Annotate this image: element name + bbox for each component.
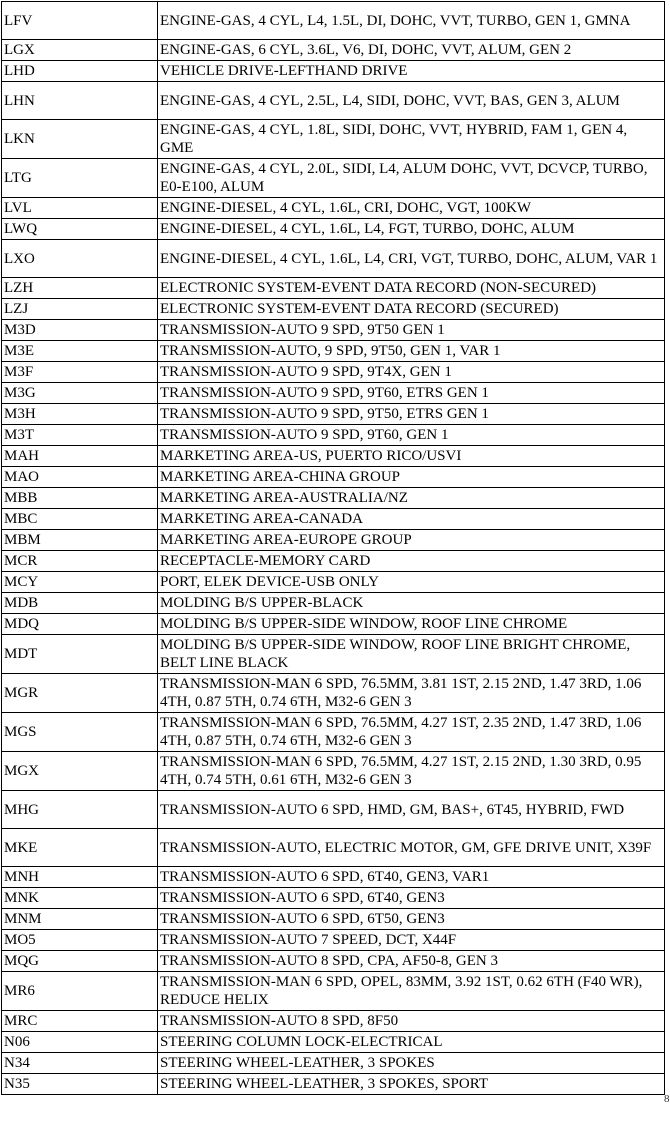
rpo-description-cell: ENGINE-DIESEL, 4 CYL, 1.6L, L4, CRI, VGT, TURBO, DOHC, ALUM, VAR 1 <box>158 240 665 278</box>
table-row <box>2 635 665 674</box>
table-row <box>2 2 665 40</box>
rpo-code-cell: MGS <box>2 713 158 752</box>
rpo-code-cell: M3H <box>2 404 158 425</box>
rpo-code-cell: MDB <box>2 593 158 614</box>
rpo-description-cell: ENGINE-GAS, 6 CYL, 3.6L, V6, DI, DOHC, VVT, ALUM, GEN 2 <box>158 40 665 61</box>
rpo-description-cell: STEERING WHEEL-LEATHER, 3 SPOKES, SPORT <box>158 1074 665 1095</box>
table-row <box>2 752 665 791</box>
rpo-code-cell: N06 <box>2 1032 158 1053</box>
rpo-description-cell: TRANSMISSION-AUTO, 9 SPD, 9T50, GEN 1, VAR 1 <box>158 341 665 362</box>
table-row <box>2 593 665 614</box>
rpo-code-cell: LWQ <box>2 219 158 240</box>
table-row <box>2 614 665 635</box>
table-row <box>2 446 665 467</box>
rpo-description-cell: MOLDING B/S UPPER-SIDE WINDOW, ROOF LINE CHROME <box>158 614 665 635</box>
table-row <box>2 509 665 530</box>
rpo-description-cell: MOLDING B/S UPPER-BLACK <box>158 593 665 614</box>
table-row <box>2 159 665 198</box>
rpo-description-cell: ELECTRONIC SYSTEM-EVENT DATA RECORD (SECURED) <box>158 299 665 320</box>
table-row <box>2 867 665 888</box>
table-row <box>2 278 665 299</box>
rpo-description-cell: TRANSMISSION-AUTO 7 SPEED, DCT, X44F <box>158 930 665 951</box>
table-row <box>2 82 665 120</box>
table-row <box>2 404 665 425</box>
rpo-description-cell: TRANSMISSION-AUTO 8 SPD, CPA, AF50-8, GEN 3 <box>158 951 665 972</box>
rpo-code-cell: LVL <box>2 198 158 219</box>
rpo-description-cell: MARKETING AREA-US, PUERTO RICO/USVI <box>158 446 665 467</box>
page-edge-mark: 8 <box>664 1093 670 1105</box>
table-row <box>2 341 665 362</box>
rpo-description-cell: VEHICLE DRIVE-LEFTHAND DRIVE <box>158 61 665 82</box>
rpo-code-cell: LKN <box>2 120 158 159</box>
table-row <box>2 572 665 593</box>
table-row <box>2 930 665 951</box>
rpo-code-cell: MNM <box>2 909 158 930</box>
rpo-code-cell: LXO <box>2 240 158 278</box>
rpo-description-cell: TRANSMISSION-AUTO 6 SPD, 6T40, GEN3, VAR1 <box>158 867 665 888</box>
table-row <box>2 362 665 383</box>
rpo-code-cell: LZH <box>2 278 158 299</box>
rpo-code-cell: MAO <box>2 467 158 488</box>
rpo-code-cell: MO5 <box>2 930 158 951</box>
rpo-description-cell: TRANSMISSION-AUTO 6 SPD, HMD, GM, BAS+, 6T45, HYBRID, FWD <box>158 791 665 829</box>
rpo-description-cell: MOLDING B/S UPPER-SIDE WINDOW, ROOF LINE BRIGHT CHROME, BELT LINE BLACK <box>158 635 665 674</box>
rpo-description-cell: TRANSMISSION-AUTO 9 SPD, 9T60, ETRS GEN 1 <box>158 383 665 404</box>
rpo-description-cell: TRANSMISSION-AUTO 6 SPD, 6T40, GEN3 <box>158 888 665 909</box>
table-row <box>2 120 665 159</box>
rpo-code-cell: LHD <box>2 61 158 82</box>
table-row <box>2 674 665 713</box>
table-row <box>2 1053 665 1074</box>
table-row <box>2 1011 665 1032</box>
table-row <box>2 219 665 240</box>
rpo-code-cell: LZJ <box>2 299 158 320</box>
rpo-code-cell: MBB <box>2 488 158 509</box>
rpo-code-cell: M3E <box>2 341 158 362</box>
rpo-code-cell: MCR <box>2 551 158 572</box>
rpo-code-cell: MBM <box>2 530 158 551</box>
rpo-code-cell: MHG <box>2 791 158 829</box>
rpo-code-cell: N35 <box>2 1074 158 1095</box>
table-row <box>2 1074 665 1095</box>
table-row <box>2 320 665 341</box>
table-row <box>2 40 665 61</box>
rpo-code-cell: LHN <box>2 82 158 120</box>
table-row <box>2 791 665 829</box>
rpo-description-cell: MARKETING AREA-CHINA GROUP <box>158 467 665 488</box>
table-row <box>2 488 665 509</box>
table-row <box>2 61 665 82</box>
rpo-code-cell: MCY <box>2 572 158 593</box>
table-row <box>2 240 665 278</box>
table-row <box>2 951 665 972</box>
rpo-code-cell: M3G <box>2 383 158 404</box>
rpo-code-cell: LTG <box>2 159 158 198</box>
rpo-description-cell: ENGINE-GAS, 4 CYL, 2.5L, L4, SIDI, DOHC, VVT, BAS, GEN 3, ALUM <box>158 82 665 120</box>
rpo-description-cell: TRANSMISSION-MAN 6 SPD, 76.5MM, 4.27 1ST, 2.15 2ND, 1.30 3RD, 0.95 4TH, 0.74 5TH, 0.61 6TH, M32-6 GEN 3 <box>158 752 665 791</box>
rpo-code-cell: MKE <box>2 829 158 867</box>
rpo-table-body <box>2 2 665 1095</box>
rpo-description-cell: MARKETING AREA-EUROPE GROUP <box>158 530 665 551</box>
rpo-description-cell: PORT, ELEK DEVICE-USB ONLY <box>158 572 665 593</box>
table-row <box>2 530 665 551</box>
rpo-code-cell: N34 <box>2 1053 158 1074</box>
rpo-code-cell: M3T <box>2 425 158 446</box>
table-row <box>2 198 665 219</box>
rpo-description-cell: RECEPTACLE-MEMORY CARD <box>158 551 665 572</box>
table-row <box>2 425 665 446</box>
table-row <box>2 467 665 488</box>
table-row <box>2 909 665 930</box>
rpo-code-cell: LGX <box>2 40 158 61</box>
rpo-description-cell: TRANSMISSION-AUTO 9 SPD, 9T50, ETRS GEN 1 <box>158 404 665 425</box>
rpo-code-cell: LFV <box>2 2 158 40</box>
rpo-description-cell: TRANSMISSION-AUTO 8 SPD, 8F50 <box>158 1011 665 1032</box>
table-row <box>2 299 665 320</box>
rpo-description-cell: TRANSMISSION-MAN 6 SPD, 76.5MM, 3.81 1ST, 2.15 2ND, 1.47 3RD, 1.06 4TH, 0.87 5TH, 0.74 6TH, M32-6 GEN 3 <box>158 674 665 713</box>
table-row <box>2 713 665 752</box>
rpo-code-cell: MQG <box>2 951 158 972</box>
rpo-description-cell: STEERING COLUMN LOCK-ELECTRICAL <box>158 1032 665 1053</box>
rpo-description-cell: TRANSMISSION-AUTO 9 SPD, 9T60, GEN 1 <box>158 425 665 446</box>
rpo-description-cell: TRANSMISSION-MAN 6 SPD, OPEL, 83MM, 3.92 1ST, 0.62 6TH (F40 WR), REDUCE HELIX <box>158 972 665 1011</box>
rpo-description-cell: MARKETING AREA-AUSTRALIA/NZ <box>158 488 665 509</box>
rpo-code-cell: MDQ <box>2 614 158 635</box>
rpo-code-cell: M3F <box>2 362 158 383</box>
rpo-code-cell: MAH <box>2 446 158 467</box>
rpo-description-cell: TRANSMISSION-AUTO, ELECTRIC MOTOR, GM, GFE DRIVE UNIT, X39F <box>158 829 665 867</box>
rpo-description-cell: ELECTRONIC SYSTEM-EVENT DATA RECORD (NON-SECURED) <box>158 278 665 299</box>
rpo-code-cell: MRC <box>2 1011 158 1032</box>
table-row <box>2 383 665 404</box>
table-row <box>2 551 665 572</box>
table-row <box>2 1032 665 1053</box>
rpo-description-cell: ENGINE-GAS, 4 CYL, 1.8L, SIDI, DOHC, VVT, HYBRID, FAM 1, GEN 4, GME <box>158 120 665 159</box>
rpo-code-cell: MBC <box>2 509 158 530</box>
rpo-description-cell: TRANSMISSION-AUTO 9 SPD, 9T4X, GEN 1 <box>158 362 665 383</box>
rpo-code-cell: MNH <box>2 867 158 888</box>
rpo-code-cell: MR6 <box>2 972 158 1011</box>
rpo-code-cell: MNK <box>2 888 158 909</box>
rpo-description-cell: MARKETING AREA-CANADA <box>158 509 665 530</box>
rpo-description-cell: ENGINE-GAS, 4 CYL, 2.0L, SIDI, L4, ALUM DOHC, VVT, DCVCP, TURBO, E0-E100, ALUM <box>158 159 665 198</box>
table-row <box>2 972 665 1011</box>
rpo-code-cell: MGX <box>2 752 158 791</box>
rpo-code-table <box>1 1 665 1095</box>
rpo-description-cell: TRANSMISSION-AUTO 6 SPD, 6T50, GEN3 <box>158 909 665 930</box>
rpo-description-cell: ENGINE-DIESEL, 4 CYL, 1.6L, CRI, DOHC, VGT, 100KW <box>158 198 665 219</box>
table-row <box>2 829 665 867</box>
rpo-code-cell: M3D <box>2 320 158 341</box>
rpo-code-cell: MGR <box>2 674 158 713</box>
table-row <box>2 888 665 909</box>
rpo-description-cell: TRANSMISSION-MAN 6 SPD, 76.5MM, 4.27 1ST, 2.35 2ND, 1.47 3RD, 1.06 4TH, 0.87 5TH, 0.74 6TH, M32-6 GEN 3 <box>158 713 665 752</box>
rpo-description-cell: ENGINE-GAS, 4 CYL, L4, 1.5L, DI, DOHC, VVT, TURBO, GEN 1, GMNA <box>158 2 665 40</box>
rpo-description-cell: STEERING WHEEL-LEATHER, 3 SPOKES <box>158 1053 665 1074</box>
rpo-code-cell: MDT <box>2 635 158 674</box>
rpo-description-cell: TRANSMISSION-AUTO 9 SPD, 9T50 GEN 1 <box>158 320 665 341</box>
rpo-description-cell: ENGINE-DIESEL, 4 CYL, 1.6L, L4, FGT, TURBO, DOHC, ALUM <box>158 219 665 240</box>
